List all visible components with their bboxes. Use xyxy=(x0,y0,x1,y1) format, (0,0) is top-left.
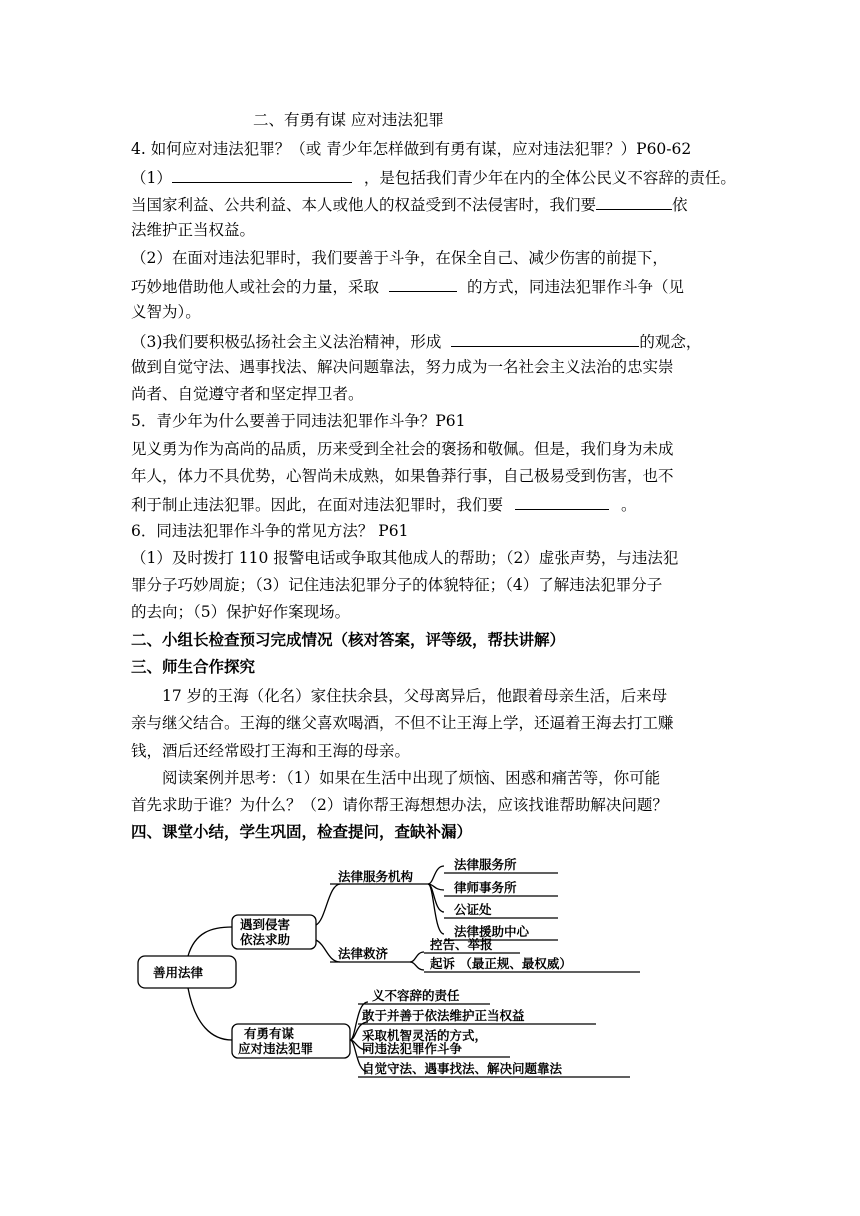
question-6-title: 6．同违法犯罪作斗争的常见方法？ P61 xyxy=(131,522,409,540)
q4-paragraph-2c: 义智为）。 xyxy=(131,303,201,321)
q6-line-2: 罪分子巧妙周旋；（3）记住违法犯罪分子的体貌特征；（4）了解违法犯罪分子 xyxy=(131,576,663,594)
heading-group-check: 二、小组长检查预习完成情况（核对答案，评等级，帮扶讲解） xyxy=(131,631,566,649)
relief-item-2: 起诉 （最正规、最权威） xyxy=(430,956,572,971)
branch1-sub2-label: 法律救济 xyxy=(338,946,389,961)
case-line-5: 首先求助于谁？为什么？（2）请你帮王海想想办法，应该找谁帮助解决问题？ xyxy=(131,796,668,814)
q4-paragraph-3b: 做到自觉守法、遇事找法、解决问题靠法，努力成为一名社会主义法治的忠实崇 xyxy=(131,358,674,376)
q5-line-3-end: 。 xyxy=(621,496,637,514)
q5-line-3-text: 利于制止违法犯罪。因此，在面对违法犯罪时，我们要 xyxy=(131,496,504,514)
mindmap-root-label: 善用法律 xyxy=(153,965,204,980)
q4-p2b-end: 的方式，同违法犯罪作斗争（见 xyxy=(467,278,685,296)
question-5-title: 5．青少年为什么要善于同违法犯罪作斗争？P61 xyxy=(131,412,466,430)
case-line-2: 亲与继父结合。王海的继父喜欢喝酒，不但不让王海上学，还逼着王海去打工赚 xyxy=(131,714,674,732)
question-4-title: 4. 如何应对违法犯罪？（或 青少年怎样做到有勇有谋，应对违法犯罪？）P60-62 xyxy=(131,140,692,158)
q4-p1b-end: 依 xyxy=(672,196,688,214)
branch1-label-1: 遇到侵害 xyxy=(240,917,291,932)
q4-p3a-text: （3)我们要积极弘扬社会主义法治精神，形成 xyxy=(131,333,442,351)
relief-item-1: 控告、举报 xyxy=(430,937,493,952)
q4-p3a-end: 的观念， xyxy=(639,333,702,351)
section-title: 二、有勇有谋 应对违法犯罪 xyxy=(253,111,444,129)
q4-p1b-text: 当国家利益、公共利益、本人或他人的权益受到不法侵害时，我们要 xyxy=(131,196,597,214)
q4-p1-text: ，是包括我们青少年在内的全体公民义不容辞的责任。 xyxy=(363,169,736,187)
q4-p2b-text: 巧妙地借助他人或社会的力量，采取 xyxy=(131,278,380,296)
case-line-3: 钱，酒后还经常殴打王海和王海的母亲。 xyxy=(131,742,411,760)
branch1-label-2: 依法求助 xyxy=(240,932,291,947)
branch1-sub1-label: 法律服务机构 xyxy=(338,869,414,884)
case-line-4: 阅读案例并思考：（1）如果在生活中出现了烦恼、困惑和痛苦等，你可能 xyxy=(162,769,661,787)
q4-p1-num: （1） xyxy=(131,169,172,187)
heading-class-summary: 四、课堂小结，学生巩固，检查提问，查缺补漏） xyxy=(131,823,473,841)
service-item-4: 法律援助中心 xyxy=(454,924,530,939)
service-item-2: 律师事务所 xyxy=(454,880,517,895)
branch2-item-2: 敢于并善于依法维护正当权益 xyxy=(362,1008,525,1023)
heading-cooperative-explore: 三、师生合作探究 xyxy=(131,658,256,676)
branch2-item-1: 义不容辞的责任 xyxy=(372,988,460,1003)
q5-line-1: 见义勇为作为高尚的品质，历来受到全社会的褒扬和敬佩。但是，我们身为未成 xyxy=(131,440,674,458)
case-line-1: 17 岁的王海（化名）家住扶余县，父母离异后，他跟着母亲生活，后来母 xyxy=(162,687,668,705)
branch2-item-5: 自觉守法、遇事找法、解决问题靠法 xyxy=(362,1061,563,1076)
q5-line-2: 年人，体力不具优势，心智尚未成熟，如果鲁莽行事，自己极易受到伤害，也不 xyxy=(131,467,674,485)
q4-paragraph-1c: 法维护正当权益。 xyxy=(131,221,256,239)
q6-line-1: （1）及时拨打 110 报警电话或争取其他成人的帮助；（2）虚张声势，与违法犯 xyxy=(131,549,679,567)
q6-line-3: 的去向；（5）保护好作案现场。 xyxy=(131,603,351,621)
branch2-label-2: 应对违法犯罪 xyxy=(238,1041,314,1056)
q4-paragraph-3c: 尚者、自觉遵守者和坚定捍卫者。 xyxy=(131,385,364,403)
service-item-3: 公证处 xyxy=(454,902,492,917)
service-item-1: 法律服务所 xyxy=(454,857,517,872)
branch2-label-1: 有勇有谋 xyxy=(244,1026,295,1041)
branch2-item-3: 采取机智灵活的方式， xyxy=(362,1028,488,1043)
branch2-item-4: 同违法犯罪作斗争 xyxy=(362,1041,463,1056)
q4-paragraph-2a: （2）在面对违法犯罪时，我们要善于斗争，在保全自己、减少伤害的前提下， xyxy=(131,249,668,267)
